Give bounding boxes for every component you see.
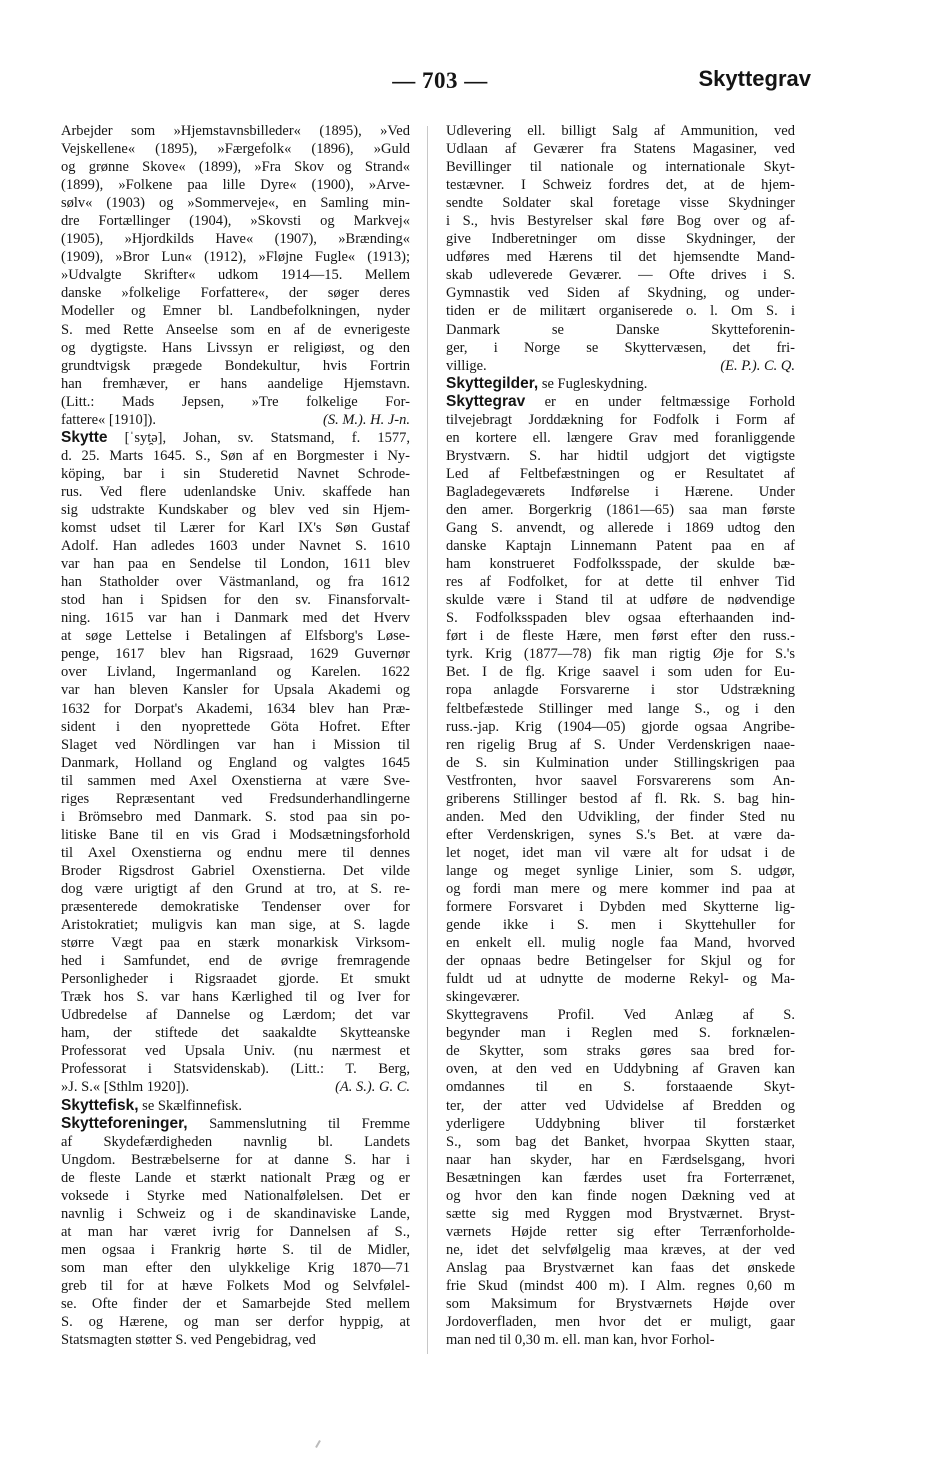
text-line [61,122,410,140]
text-line-content: S., som bag det Banket, hvorpaa Skytten staar, [446,1133,795,1150]
text-line-content: skingeværer. [446,989,520,1006]
text-line-content: de S. sin Kulmination under Stillingskrigen paa [446,754,795,771]
text-line-content: de fleste Lande et stærkt nationalt Præg og er [61,1169,410,1186]
entry-headword: Skytteforeninger, [61,1114,188,1132]
text-line-content: omdannes til en S. forstaaende Skyt- [446,1079,795,1096]
text-line [61,411,410,429]
text-line-content: begynder man i Reglen med S. forknælen- [446,1025,795,1042]
text-line [446,411,795,429]
text-line-content: Bevillinger til nationale og internationale Skyt- [446,159,795,176]
text-line-content: Led af Feltbefæstningen og er Resultatet af [446,465,795,482]
text-line [61,339,410,357]
text-line [61,862,410,880]
text-line [446,916,795,934]
text-line-content: værnets Højde retter sig efter Terrænforholde- [446,1223,795,1240]
text-line-content: Broder Rigsdrost Gabriel Oxenstierna. Det vilde [61,862,410,879]
text-line [61,1331,410,1349]
text-line-content: frie Skud (mindst 400 m). I Alm. regnes 0,60 m [446,1278,795,1294]
text-line-content: Udlevering ell. billigt Salg af Ammunition, ved [446,123,795,139]
text-line-content: 1632 for Dorpat's Akademi, 1634 blev han Præ- [61,700,410,717]
text-line-content: naar han skyder, har en Færdselsgang, hvori [446,1151,795,1168]
text-line-content: dog være urigtigt af den Grund at tro, at S. re- [61,880,410,897]
text-line-content: tyrk. Krig (1877—78) fik man rigtig Øje for S.'s [446,646,795,663]
text-line [446,862,795,880]
text-line-content: man ned til 0,30 m. ell. man kan, hvor Forhol- [446,1332,715,1349]
text-line-content: ning. 1615 var han i Danmark med det Hverv [61,610,410,627]
text-line [446,1331,795,1349]
author-signature: (A. S.). G. C. [335,1079,410,1096]
text-line [61,700,410,718]
text-line [446,700,795,718]
text-line-content: og fordi man mere og mere kommer ind paa at [446,880,795,897]
text-line [61,302,410,320]
text-line-content: griberens Stillinger bestod af fl. Rk. S. bag hin- [446,790,795,807]
text-line [446,772,795,790]
text-line [61,1313,410,1331]
text-line [446,609,795,627]
text-line-content: større Vægt paa en stærk monarkisk Virksom- [61,935,410,952]
text-line-content: Bet. I de flg. Krige saavel i som uden for Eu- [446,664,795,681]
text-line [61,645,410,663]
text-line [446,1241,795,1259]
text-line [61,447,410,465]
text-line [446,880,795,898]
text-line [61,790,410,808]
text-line-content: lange og meget synlige Linier, som S. udgør, [446,862,795,879]
text-line-content: Modeller og Emner bl. Landbefolkningen, nyder [61,303,410,320]
text-line-content: (1899), »Folkene paa lille Dyre« (1900), »Arve- [61,177,410,194]
text-line-content: (Litt.: Mads Jepsen, »Tre folkelige For- [61,393,410,410]
text-line-content: en enkelt ell. mulig nogle faa Mand, hvorved [446,935,795,952]
entry-headword: Skyttegrav [446,392,526,410]
text-line-content: Danmark, Holland og England og valgtes 1645 [61,754,410,771]
text-line [446,1097,795,1115]
text-line [446,194,795,212]
text-line [61,916,410,934]
text-line [61,465,410,483]
text-line [61,393,410,411]
text-line [446,447,795,465]
text-line [446,1024,795,1042]
text-line [446,501,795,519]
text-line-content: Udlaan af Geværer fra Statens Magasiner, ved [446,141,795,158]
text-line-content: Statsmagten støtter S. ved Pengebidrag, ved [61,1332,316,1349]
text-line-content: Adolf. Han adledes 1603 under Navnet S. 1610 [61,538,410,555]
text-line [446,357,795,375]
text-line-content: ter, der atter ved Udvidelse af Bredden og [446,1097,795,1114]
text-line [446,718,795,736]
text-line-content: sig udstrakte Kundskaber og blev ved sin Hjem- [61,501,410,518]
text-line [446,663,795,681]
text-line-content: dre Fortællinger (1904), »Skovsti og Markvej« [61,213,410,230]
text-line [61,248,410,266]
text-line-content: let noget, idet man vil være alt for udsat i de [446,844,795,861]
text-line [61,718,410,736]
text-line-content: stod han i Spidsen for den sv. Finansforvalt- [61,592,410,609]
text-line [446,393,795,411]
text-line-content: Sammenslutning til Fremme [187,1115,410,1132]
text-line [446,681,795,699]
text-line-content: skab udleverede Geværer. — Ofte drives i S. [446,267,795,284]
text-line-content: köping, bar i sin Studeretid Navnet Schrode- [61,465,410,482]
text-line-content: præsenterede demokratiske Tendenser over for [61,899,410,916]
text-line [61,573,410,591]
text-line-content: sident i den nyoprettede Göta Hofret. Efter [61,718,410,735]
text-line [446,591,795,609]
text-line [61,212,410,230]
text-line-content: [ˈsyt̯ə], Johan, sv. Statsmand, f. 1577, [107,429,410,446]
text-line [446,1060,795,1078]
text-line-content: Bagladegeværets Indførelse i Hærene. Under [446,483,795,500]
text-line [61,230,410,248]
text-line-content: give Indberetninger om disse Skydninger, der [446,231,795,248]
text-line-content: Personligheder i Rigsraadet gjorde. Et smukt [61,971,410,988]
text-line [446,970,795,988]
text-line-content: S. Fodfolksspaden blev ogsaa efterhaanden ind- [446,610,795,627]
text-line [446,736,795,754]
text-line [61,1241,410,1259]
text-line [61,609,410,627]
text-line [61,176,410,194]
text-line [61,284,410,302]
text-line [61,1024,410,1042]
text-line [446,1187,795,1205]
column-divider [427,126,428,1354]
text-line-content: Brystværn. S. har hidtil udgjort det vigtigste [446,447,795,464]
text-line-content: at man har været ivrig for Dannelsen af S., [61,1223,410,1240]
text-line-content: russ.-jap. Krig (1904—05) gjorde ogsaa Angribe- [446,718,795,735]
text-line [446,212,795,230]
text-line [61,1169,410,1187]
text-line-content: var han paa en Sendelse til London, 1611 blev [61,556,410,573]
text-line-content: penge, 1617 blev han Rigsraad, 1629 Guvernør [61,646,410,663]
text-line [446,122,795,140]
text-line-content: »J. S.« [Sthlm 1920]). [61,1079,190,1096]
text-line [61,140,410,158]
text-line-content: Gymnastik ved Siden af Skydning, og under- [446,285,795,302]
text-line [446,284,795,302]
text-line [446,826,795,844]
text-line-content: danske Kaptajn Linnemann Patent paa en af [446,538,795,555]
text-line [446,627,795,645]
text-line [61,754,410,772]
text-line-content: Vejskellene« (1895), »Færgefolk« (1896), »Guld [61,141,410,158]
left-column [61,122,410,1349]
text-line-content: Træk hos S. var hans Kærlighed til og Iver for [61,989,410,1006]
text-line-content: sølv« (1903) og »Sommerveje«, en Samling min- [61,195,410,212]
text-line [61,1042,410,1060]
text-line [61,501,410,519]
text-line [446,302,795,320]
text-line-content: en kortere ell. længere Grav med foranliggende [446,429,795,446]
text-line-content: se. Ofte finder der et Samarbejde Sted mellem [61,1296,410,1313]
text-line-content: af Skydefærdigheden navnlig bl. Landets [61,1133,410,1150]
text-line [446,375,795,393]
text-line-content: Professorat i Statsvidenskab). (Litt.: T. Berg, [61,1061,410,1078]
text-line [61,970,410,988]
text-line [61,1187,410,1205]
text-line [61,555,410,573]
text-line [446,952,795,970]
text-line [61,591,410,609]
text-line [61,934,410,952]
text-line-content: efter Verdenskrigen, synes S.'s Bet. at være da- [446,826,795,843]
text-line [446,230,795,248]
text-line-content: yderligere Uddybning bliver til forstærket [446,1115,795,1132]
text-line [446,555,795,573]
text-line [446,934,795,952]
text-line [446,465,795,483]
author-signature: (E. P.). C. Q. [720,357,795,374]
text-line [61,988,410,1006]
text-line-content: rus. Ved flere udenlandske Univ. skaffede han [61,483,410,500]
text-line [446,808,795,826]
text-line-content: i Brömsebro med Danmark. S. stod paa sin po- [61,808,410,825]
text-line-content: danske »folkelige Forfattere«, der søger deres [61,285,410,302]
text-line [446,429,795,447]
author-signature: (S. M.). H. J-n. [323,411,410,428]
text-line-content: Aristokratiet; muligvis kan man sige, at S. lagde [61,917,410,934]
text-line-content: tiden er de militært organiserede o. l. Om S. i [446,303,795,320]
text-line-content: han Statholder over Västmanland, og fra 1612 [61,574,410,591]
text-line-content: de Skytter, som straks gøres saa bred for- [446,1043,795,1060]
right-column [446,122,795,1349]
running-head: Skyttegrav [698,66,811,91]
text-line-content: tilvejebragt Jorddækning for Fodfolk i Form af [446,411,795,428]
text-line [61,772,410,790]
text-line-content: som man efter den ulykkelige Krig 1870—71 [61,1259,410,1276]
text-line [61,1060,410,1078]
text-line [446,483,795,501]
text-line [61,1223,410,1241]
text-line [446,645,795,663]
text-line-content: S. med Rette Anseelse som en af de evnerigeste [61,321,410,338]
text-line [446,1223,795,1241]
text-line-content: riges Repræsentant ved Fredsunderhandlingerne [61,790,410,807]
entry-headword: Skyttefisk, [61,1096,139,1114]
text-line [61,429,410,447]
text-line-content: Anslag paa Brystværnet kan faas det ønskede [446,1259,795,1276]
text-line [61,1151,410,1169]
text-line-content: voksede i Styrke med Nationalfølelsen. Det er [61,1187,410,1204]
text-line-content: hed i Samfundet, end de øvrige fremragende [61,953,410,970]
text-line-content: Jordoverfladen, men hvor det er muligt, gaar [446,1314,795,1331]
text-line [446,321,795,339]
text-line-content: Gang S. anvendt, og allerede i 1869 udtog den [446,520,795,537]
text-line [446,1205,795,1223]
text-line-content: S. og Hærene, og man ser derfor hyppig, at [61,1314,410,1331]
text-line-content: fattere« [1910]). [61,411,157,428]
text-line-content: er en under feltmæssige Forhold [525,393,795,410]
entry-headword: Skytte [61,428,108,446]
text-line-content: Besætningen kan færdes uset fra Forterrænet, [446,1169,795,1186]
text-line-content: skulde være i Stand til at udføre de nødvendige [446,592,795,609]
text-line [61,663,410,681]
text-line [61,1097,410,1115]
text-line [61,483,410,501]
text-line-content: ført i de fleste Hære, men først efter den russ.- [446,628,795,645]
text-line-content: der opnaas bedre Betingelser for Skjul og for [446,953,795,970]
text-line [61,627,410,645]
text-line-content: at søge Lettelse i Betalingen af Elfsborg's Løse- [61,628,410,645]
text-line-content: litiske Bane til en vis Grad i Modsætningsforhold [61,826,410,843]
text-line [61,194,410,212]
text-line-content: som Maksimum for Brystværnets Højde over [446,1296,795,1313]
text-line [446,339,795,357]
text-line-content: men ogsaa i Frankrig hørte S. til de Midler, [61,1241,410,1258]
text-line [446,158,795,176]
text-line-content: til sammen med Axel Oxenstierna at være Sve- [61,772,410,789]
text-line [61,880,410,898]
text-line [61,1295,410,1313]
text-line [61,681,410,699]
scan-mark [315,1440,321,1448]
text-line-content: var han bleven Kansler for Upsala Akademi og [61,682,410,699]
text-line-content: anden. Med den Udvikling, der finder Sted nu [446,808,795,825]
text-line-content: navnlig i Schweiz og i de skandinaviske Lande, [61,1205,410,1222]
text-line [446,1151,795,1169]
text-line [61,537,410,555]
text-line-content: (1909), »Bror Lun« (1912), »Fløjne Fugle« (1913); [61,249,410,266]
text-line-content: res af Fodfolket, for at dette til enhver Tid [446,574,795,591]
text-line-content: sendte Soldater skal foretage visse Skydninger [446,195,795,212]
text-line-content: gende ikke i S. men i Skyttehuller for [446,917,795,934]
text-line-content: Danmark se Danske Skytteforenin- [446,321,795,338]
text-line-content: komst udset til Lærer for Karl IX's Søn Gustaf [61,520,410,537]
text-line-content: grundtvigsk prægede Bondekultur, hvis Fortrin [61,357,410,374]
text-line-content: formere Forsvaret i Dybden med Skytterne lig- [446,899,795,916]
text-line [61,1277,410,1295]
text-line-content: ren rigelig Brug af S. Under Verdenskrigen naae- [446,736,795,753]
text-line [61,519,410,537]
text-line-content: se Skælfinnefisk. [138,1097,243,1114]
text-line-content: sætte sig med Ryggen mod Brystværnet. Bryst- [446,1205,795,1222]
text-line [61,1205,410,1223]
text-line-content: udføres med Hærens til det hjemsendte Mand- [446,249,795,266]
text-line [61,952,410,970]
text-line [61,808,410,826]
text-line [61,736,410,754]
text-line-content: Vestfronten, hvor saavel Forsvarerens som An- [446,772,795,789]
text-line-content: Skyttegravens Profil. Ved Anlæg af S. [446,1007,795,1024]
text-line-content: og dygtigste. Hans Livssyn er religiøst, og den [61,339,410,356]
text-line [446,519,795,537]
text-line-content: ham konstrueret Fodfolksspade, der skulde bæ- [446,556,795,573]
text-line [446,1259,795,1277]
text-line-content: testævner. I Schweiz fordres det, at de hjem- [446,177,795,194]
text-line [61,357,410,375]
text-line-content: ne, idet det selvfølgelig maa kræves, at der ved [446,1241,795,1258]
text-line-content: fuldt ud at udnytte de moderne Rekyl- og Ma- [446,971,795,988]
text-line [61,375,410,393]
text-line-content: »Udvalgte Skrifter« udkom 1914—15. Mellem [61,267,410,284]
text-line [446,537,795,555]
text-line [61,898,410,916]
text-line [61,1115,410,1133]
text-line [446,248,795,266]
page-header [0,66,928,106]
text-line-content: den amer. Borgerkrig (1861—65) saa man første [446,501,795,518]
text-line-content: villige. [446,357,487,374]
text-line-content: Professorat ved Upsala Univ. (nu nærmest et [61,1043,410,1060]
text-line [446,1295,795,1313]
text-line-content: i S., hvis Bestyrelser skal føre Bog over og af- [446,213,795,230]
text-line [446,1313,795,1331]
text-line [61,266,410,284]
text-line [61,826,410,844]
text-line [446,266,795,284]
text-line-content: ropa anlagde Forsvarerne i stor Udstrækning [446,682,795,699]
text-line-content: Slaget ved Nördlingen var han i Mission til [61,736,410,753]
text-line-content: d. 25. Marts 1645. S., Søn af en Borgmester i Ny- [61,447,410,464]
text-line [446,1078,795,1096]
text-line-content: greb til for at hæve Folkets Mod og Selvfølel- [61,1278,410,1294]
text-line [446,573,795,591]
text-line [61,321,410,339]
text-line-content: og hvor den kan finde nogen Dækning ved at [446,1187,795,1204]
entry-headword: Skyttegilder, [446,374,539,392]
text-line-content: Ungdom. Bestræbelserne for at danne S. har i [61,1151,410,1168]
text-line [446,1115,795,1133]
text-line-content: og grønne Skove« (1899), »Fra Skov og Strand« [61,159,410,176]
text-line [446,988,795,1006]
text-line-content: han fremhæver, er hans aandelige Hjemstavn. [61,375,410,392]
text-line [446,1006,795,1024]
text-line-content: Udbredelse af Dannelse og Lærdom; det var [61,1007,410,1024]
text-line [446,1169,795,1187]
text-line [446,790,795,808]
text-line-content: se Fugleskydning. [538,375,648,392]
text-line-content: feltbefæstede Stillinger med lange S., og i den [446,700,795,717]
text-line [61,1078,410,1096]
text-line-content: (1905), »Hjordkilds Have« (1907), »Brænding« [61,231,410,248]
text-line [446,1042,795,1060]
text-line [61,158,410,176]
text-line [61,1259,410,1277]
text-line-content: oven, at den ved en Uddybning af Graven kan [446,1061,795,1078]
text-line [61,844,410,862]
text-line [61,1006,410,1024]
page-number: — 703 — [392,68,488,93]
text-line-content: ham, der stiftede det saakaldte Skytteanske [61,1025,410,1042]
text-line [446,844,795,862]
text-line-content: til Axel Oxenstierna og endnu mere til dennes [61,844,410,861]
text-line-content: Arbejder som »Hjemstavnsbilleder« (1895), »Ved [61,123,410,139]
text-line [446,176,795,194]
text-line-content: over Livland, Ingermanland og Karelen. 1622 [61,664,410,681]
text-line [446,140,795,158]
text-line [61,1133,410,1151]
text-line [446,754,795,772]
text-line [446,1277,795,1295]
text-line-content: ger, i Norge se Skyttervæsen, det fri- [446,339,795,356]
text-line [446,1133,795,1151]
text-line [446,898,795,916]
